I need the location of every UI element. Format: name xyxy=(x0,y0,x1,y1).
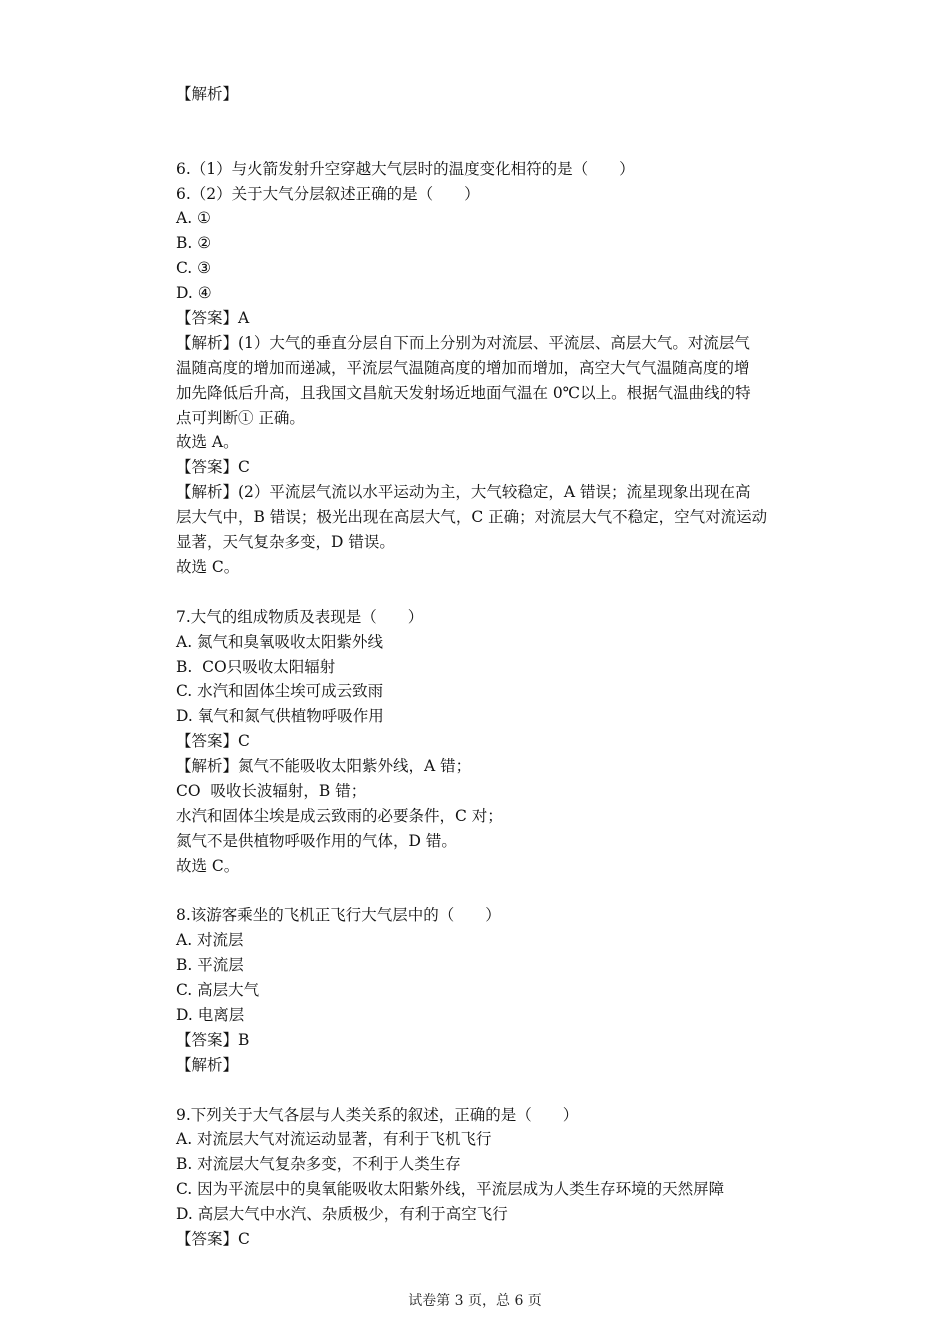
q6-option: C. ③ xyxy=(176,259,212,278)
q6-analysis-1-line: 【解析】(1）大气的垂直分层自下而上分别为对流层、平流层、高层大气。对流层气 xyxy=(176,333,750,352)
spacer xyxy=(176,879,816,904)
q7-analysis-line: CO 吸收长波辐射，B 错； xyxy=(176,781,367,800)
q7-option: A. 氮气和臭氧吸收太阳紫外线 xyxy=(176,632,384,651)
q7-analysis-line: 故选 C。 xyxy=(176,856,240,875)
q8-stem: 8.该游客乘坐的飞机正飞行大气层中的（ ） xyxy=(176,906,501,925)
q6-analysis-2-line: 显著，天气复杂多变，D 错误。 xyxy=(176,533,395,552)
q6-analysis-2-line: 【解析】(2）平流层气流以水平运动为主，大气较稳定，A 错误；流星现象出现在高 xyxy=(176,483,751,502)
q7-analysis-line: 【解析】氮气不能吸收太阳紫外线，A 错； xyxy=(176,757,472,776)
q8-answer: 【答案】B xyxy=(176,1030,250,1049)
q7-option: C. 水汽和固体尘埃可成云致雨 xyxy=(176,682,384,701)
q6-stem-2: 6.（2）关于大气分层叙述正确的是（ ） xyxy=(176,184,480,203)
q8-option: D. 电离层 xyxy=(176,1005,245,1024)
q6-stem-1: 6.（1）与火箭发射升空穿越大气层时的温度变化相符的是（ ） xyxy=(176,159,635,178)
spacer xyxy=(176,107,816,157)
q6-option: B. ② xyxy=(176,234,212,253)
question-8 xyxy=(176,903,816,1077)
spacer xyxy=(176,1078,816,1103)
q6-analysis-1-line: 故选 A。 xyxy=(176,433,239,452)
q7-answer: 【答案】C xyxy=(176,732,250,751)
q6-answer-1: 【答案】A xyxy=(176,309,250,328)
q6-answer-2: 【答案】C xyxy=(176,458,250,477)
q9-option: C. 因为平流层中的臭氧能吸收太阳紫外线，平流层成为人类生存环境的天然屏障 xyxy=(176,1180,725,1199)
page-footer: 试卷第 3 页，总 6 页 xyxy=(408,1293,542,1309)
q7-analysis-line: 氮气不是供植物呼吸作用的气体，D 错。 xyxy=(176,831,457,850)
question-6 xyxy=(176,157,816,580)
q6-analysis-1-line: 点可判断① 正确。 xyxy=(176,408,305,427)
q6-option: D. ④ xyxy=(176,284,212,303)
q9-stem: 9.下列关于大气各层与人类关系的叙述，正确的是（ ） xyxy=(176,1105,579,1124)
q6-analysis-2-line: 层大气中，B 错误；极光出现在高层大气，C 正确；对流层大气不稳定，空气对流运动 xyxy=(176,508,768,527)
q9-option: B. 对流层大气复杂多变，不利于人类生存 xyxy=(176,1155,461,1174)
spacer xyxy=(176,580,816,605)
q6-analysis-1-line: 温随高度的增加而递减，平流层气温随高度的增加而增加，高空大气气温随高度的增 xyxy=(176,358,750,377)
q8-option: A. 对流层 xyxy=(176,931,244,950)
q8-option: C. 高层大气 xyxy=(176,981,260,1000)
q7-analysis-line: 水汽和固体尘埃是成云致雨的必要条件，C 对； xyxy=(176,806,503,825)
q8-analysis-label: 【解析】 xyxy=(176,1055,239,1074)
q8-option: B. 平流层 xyxy=(176,956,244,975)
q7-stem: 7.大气的组成物质及表现是（ ） xyxy=(176,607,424,626)
page-content xyxy=(176,82,816,1252)
question-7 xyxy=(176,605,816,879)
q7-option: D. 氧气和氮气供植物呼吸作用 xyxy=(176,707,384,726)
q7-option: B. CO只吸收太阳辐射 xyxy=(176,657,336,676)
q6-analysis-2-line: 故选 C。 xyxy=(176,557,240,576)
q9-answer: 【答案】C xyxy=(176,1229,250,1248)
q5-analysis-label: 【解析】 xyxy=(176,85,239,103)
q9-option: A. 对流层大气对流运动显著，有利于飞机飞行 xyxy=(176,1130,492,1149)
q6-option: A. ① xyxy=(176,209,211,228)
question-9 xyxy=(176,1103,816,1252)
q6-analysis-1-line: 加先降低后升高，且我国文昌航天发射场近地面气温在 0℃以上。根据气温曲线的特 xyxy=(176,383,751,402)
q9-option: D. 高层大气中水汽、杂质极少，有利于高空飞行 xyxy=(176,1205,508,1224)
